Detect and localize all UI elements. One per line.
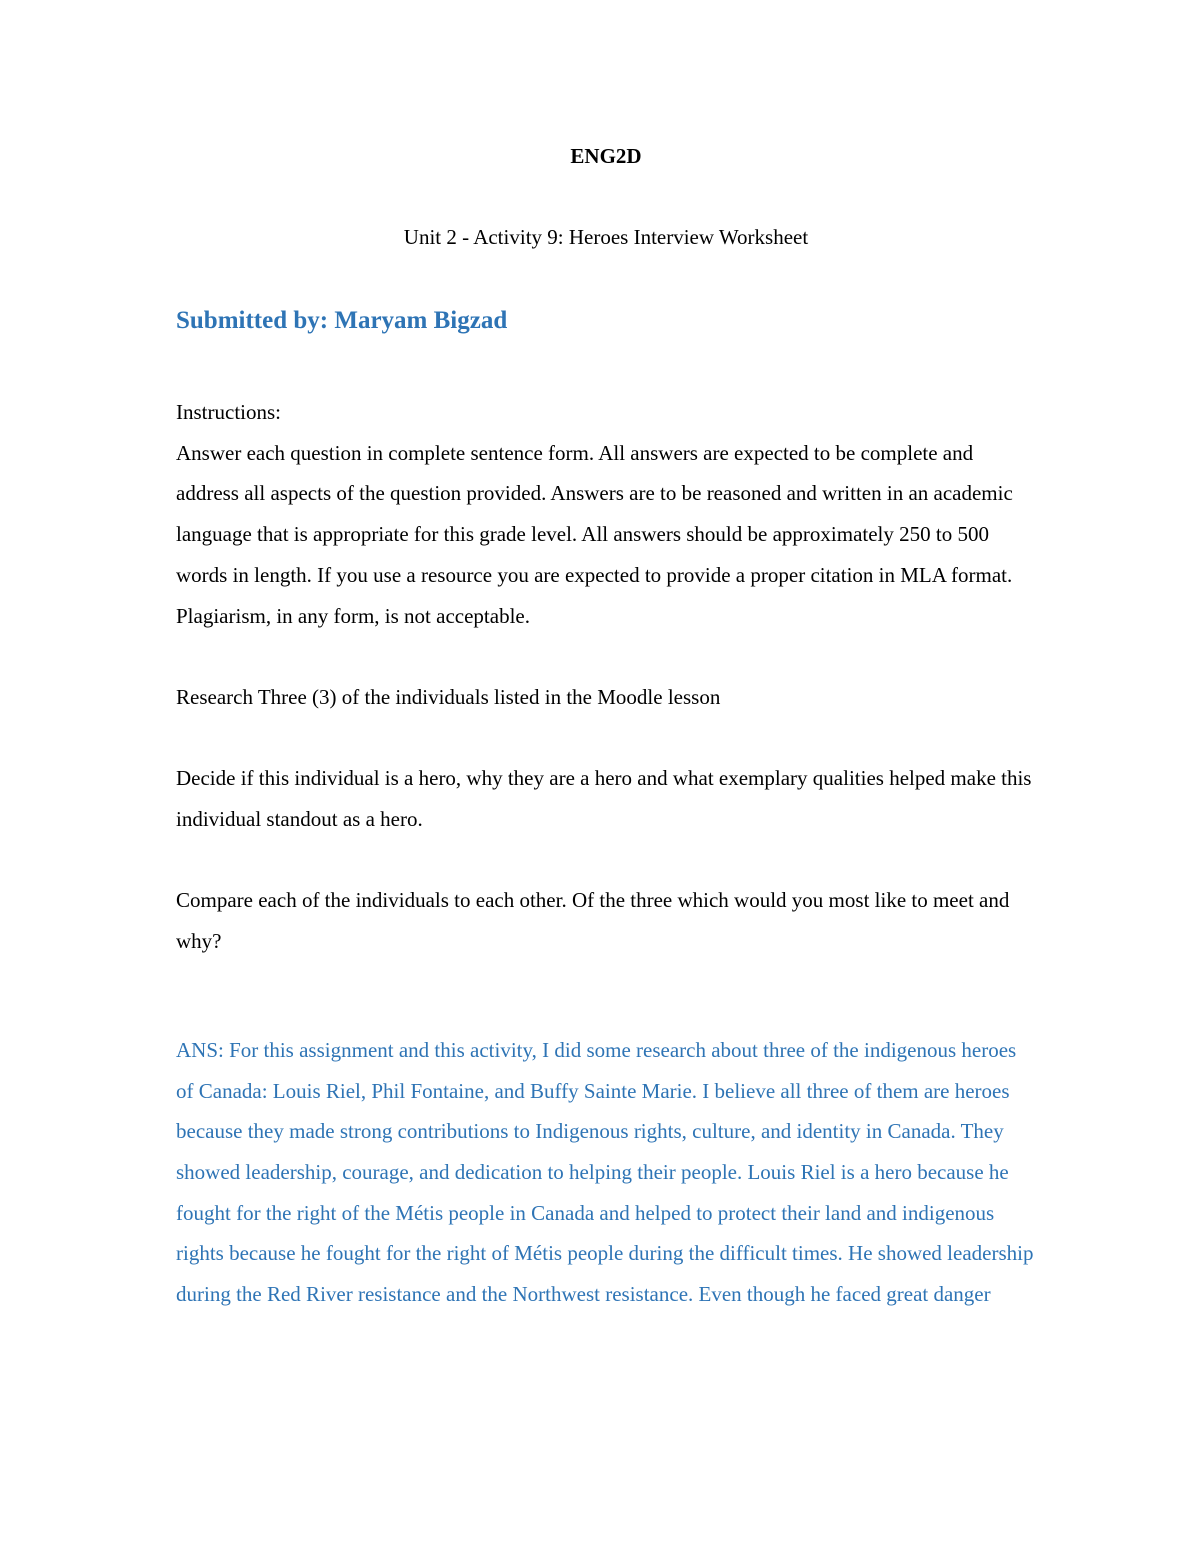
submitted-by: Submitted by: Maryam Bigzad (176, 307, 508, 334)
task-decide: Decide if this individual is a hero, why they are a hero and what exemplary qualities helped make this individual standout as a hero. (176, 766, 1032, 831)
task-research: Research Three (3) of the individuals listed in the Moodle lesson (176, 684, 721, 709)
instructions-label: Instructions: (176, 400, 281, 424)
document-body (176, 136, 1036, 1315)
answer-text: ANS: For this assignment and this activity, I did some research about three of the indigenous heroes of Canada: Louis Riel, Phil Fontaine, and Buffy Sainte Marie. I believe all three of them are heroes because they made strong contributions to Indigenous rights, culture, and identity in Canada. They showed leadership, courage, and dedication to helping their people. Louis Riel is a hero because he fought for the right of the Métis people in Canada and helped to protect their land and indigenous rights because he fought for the right of Métis people during the difficult times. He showed leadership during the Red River resistance and the Northwest resistance. Even though he faced great danger (176, 1037, 1034, 1307)
instructions-text: Answer each question in complete sentence form. All answers are expected to be complete and address all aspects of the question provided. Answers are to be reasoned and written in an academic language that is appropriate for this grade level. All answers should be approximately 250 to 500 words in length. If you use a resource you are expected to provide a proper citation in MLA format. Plagiarism, in any form, is not acceptable. (176, 440, 1013, 628)
course-code: ENG2D (570, 144, 642, 168)
worksheet-title: Unit 2 - Activity 9: Heroes Interview Worksheet (403, 225, 809, 249)
task-compare: Compare each of the individuals to each other. Of the three which would you most like to meet and why? (176, 888, 1010, 954)
